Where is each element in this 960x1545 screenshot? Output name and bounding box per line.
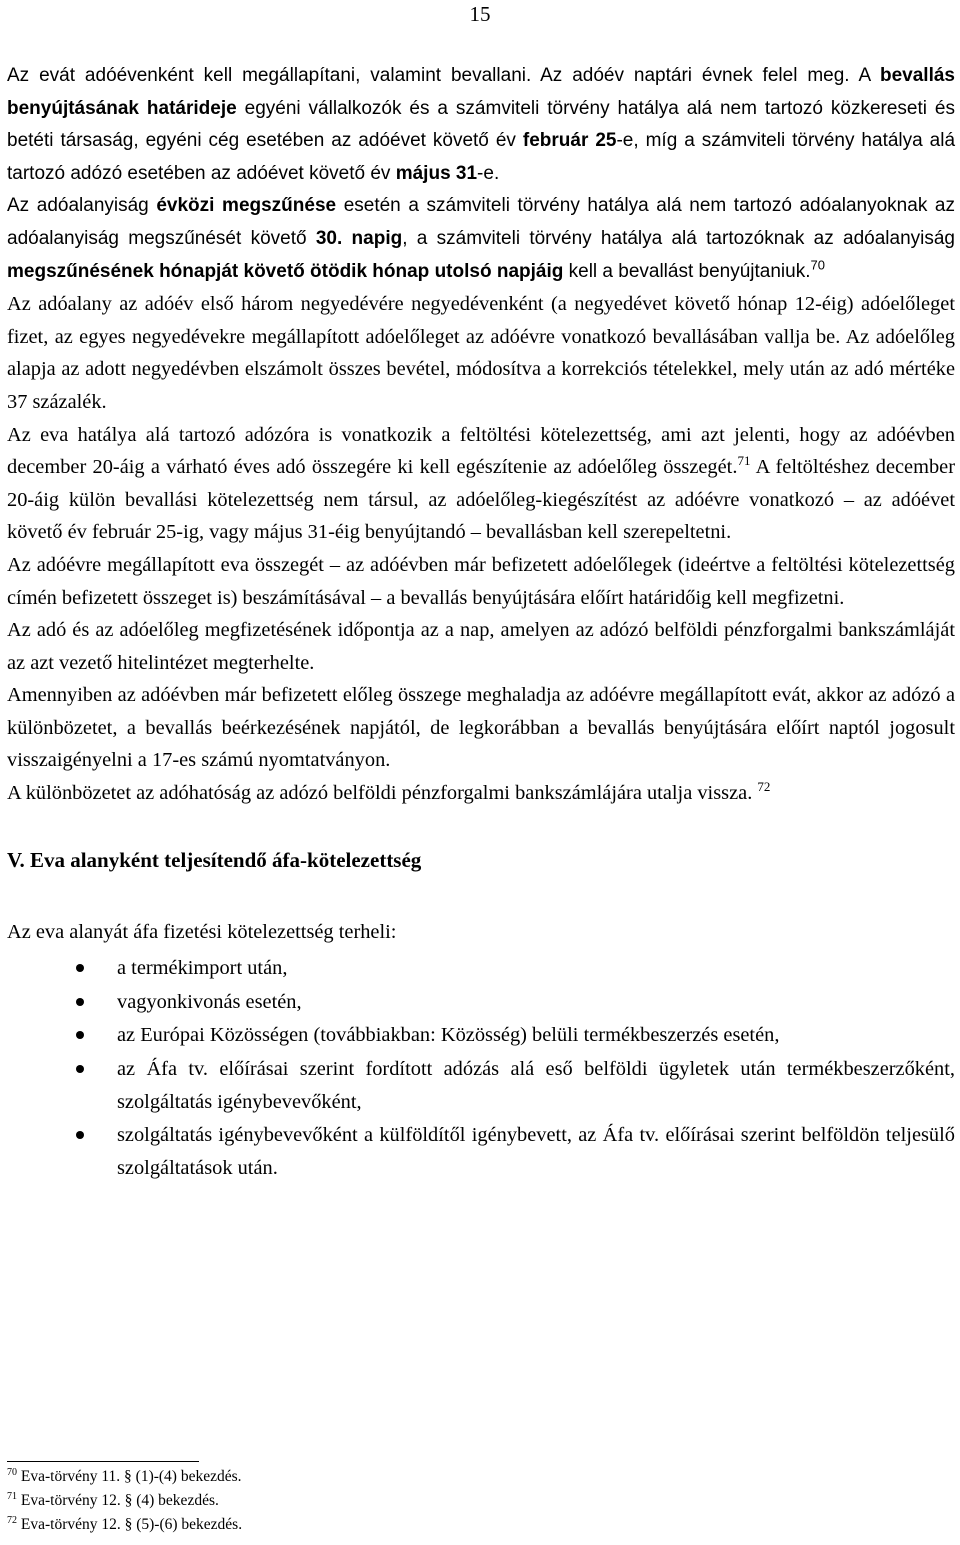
list-item: szolgáltatás igénybevevőként a külföldítől igénybevett, az Áfa tv. előírásai szerint belföldön teljesülő szolgáltatások után. — [7, 1119, 955, 1184]
footnote-ref-70: 70 — [810, 257, 825, 273]
bullet-icon — [76, 998, 84, 1006]
section-heading: V. Eva alanyként teljesítendő áfa-kötelezettség — [7, 847, 422, 872]
list-item: vagyonkivonás esetén, — [7, 986, 955, 1019]
page-number: 15 — [469, 2, 491, 26]
paragraph-termination: Az adóalanyiság évközi megszűnése esetén a számviteli törvény hatálya alá nem tartozó adóalanyoknak az adóalanyiság megszűnését követő 30. napig, a számviteli törvény hatálya alá tartozóknak az adóalanyiság megszűnésének hónapját követő ötödik hónap utolsó napjáig kell a bevallást benyújtaniuk.$^{70}$ — [7, 195, 955, 282]
list-item: az Áfa tv. előírásai szerint fordított adózás alá eső belföldi ügyletek után termékbeszerzőként, szolgáltatás igénybevevőként, — [7, 1053, 955, 1118]
footnote-ref-72: 72 — [757, 779, 771, 795]
footnote-divider — [7, 1461, 199, 1462]
section-intro: Az eva alanyát áfa fizetési kötelezettség terheli: — [7, 920, 397, 943]
paragraph-refund-transfer: A különbözetet az adóhatóság az adózó belföldi pénzforgalmi bankszámlájára utalja vissza. $^{72}$ — [7, 779, 771, 805]
paragraph-tax-period: Az evát adóévenként kell megállapítani, valamint bevallani. Az adóév naptári évnek felel meg. A bevallás benyújtásának határideje egyéni vállalkozók és a számviteli törvény hatálya alá nem tartozó közkereseti és betéti társaság, egyéni cég esetében az adóévet követő év február 25-e, míg a számviteli törvény hatálya alá tartozó adózó esetében az adóévet követő év május 31-e. — [7, 65, 956, 184]
paragraph-payment-date: Az adó és az adóelőleg megfizetésének időpontja az a nap, amelyen az adózó belföldi pénzforgalmi bankszámláját az azt vezető hitelintézet megterhelte. — [7, 619, 955, 674]
footnote-72: $^{72}$ Eva-törvény 12. § (5)-(6) bekezdés. — [7, 1514, 243, 1533]
paragraph-refund: Amennyiben az adóévben már befizetett előleg összege meghaladja az adóévre megállapított evát, akkor az adózó a különbözetet, a bevallás beérkezésének napjától, de legkorábban a bevallás benyújtására előírt naptól jogosult visszaigényelni a 17-es számú nyomtatványon. — [7, 684, 955, 772]
footnote-ref-71: 71 — [737, 453, 751, 469]
bullet-icon — [76, 1031, 84, 1039]
paragraph-top-up: Az eva hatálya alá tartozó adózóra is vonatkozik a feltöltési kötelezettség, ami azt jelenti, hogy az adóévben december 20-áig a várható éves adó összegére ki kell egészítenie az adóelőleg összegét.$^{71}$ A feltöltéshez december 20-áig külön bevallási kötelezettség nem társul, az adóelőleg-kiegészítést az adóévre vonatkozó – az adóévet követő év február 25-ig, vagy május 31-éig benyújtandó – bevallásban kell szerepeltetni. — [7, 423, 955, 544]
bullet-icon — [76, 964, 84, 972]
obligation-list — [7, 952, 955, 1184]
paragraph-advance-payment: Az adóalany az adóév első három negyedévére negyedévenként (a negyedévet követő hónap 12-éig) adóelőleget fizet, az egyes negyedévekre megállapított adóelőleget az adóévre vonatkozó bevallásában vallja be. Az adóelőleg alapja az adott negyedévben elszámolt összes bevétel, módosítva a korrekciós tételekkel, mely után az adó mértéke 37 százalék. — [7, 293, 955, 413]
footnote-70: $^{70}$ Eva-törvény 11. § (1)-(4) bekezdés. — [7, 1466, 242, 1485]
document-body — [7, 50, 955, 1185]
footnotes — [7, 1465, 507, 1537]
list-item: a termékimport után, — [7, 952, 955, 985]
bullet-icon — [76, 1065, 84, 1073]
bullet-icon — [76, 1131, 84, 1139]
list-item: az Európai Közösségen (továbbiakban: Közösség) belüli termékbeszerzés esetén, — [7, 1019, 955, 1052]
paragraph-settlement: Az adóévre megállapított eva összegét – az adóévben már befizetett adóelőlegek (ideértve a feltöltési kötelezettség címén befizetett összeget is) beszámításával – a bevallás benyújtására előírt határidőig kell megfizetni. — [7, 553, 955, 609]
footnote-71: $^{71}$ Eva-törvény 12. § (4) bekezdés. — [7, 1490, 219, 1509]
